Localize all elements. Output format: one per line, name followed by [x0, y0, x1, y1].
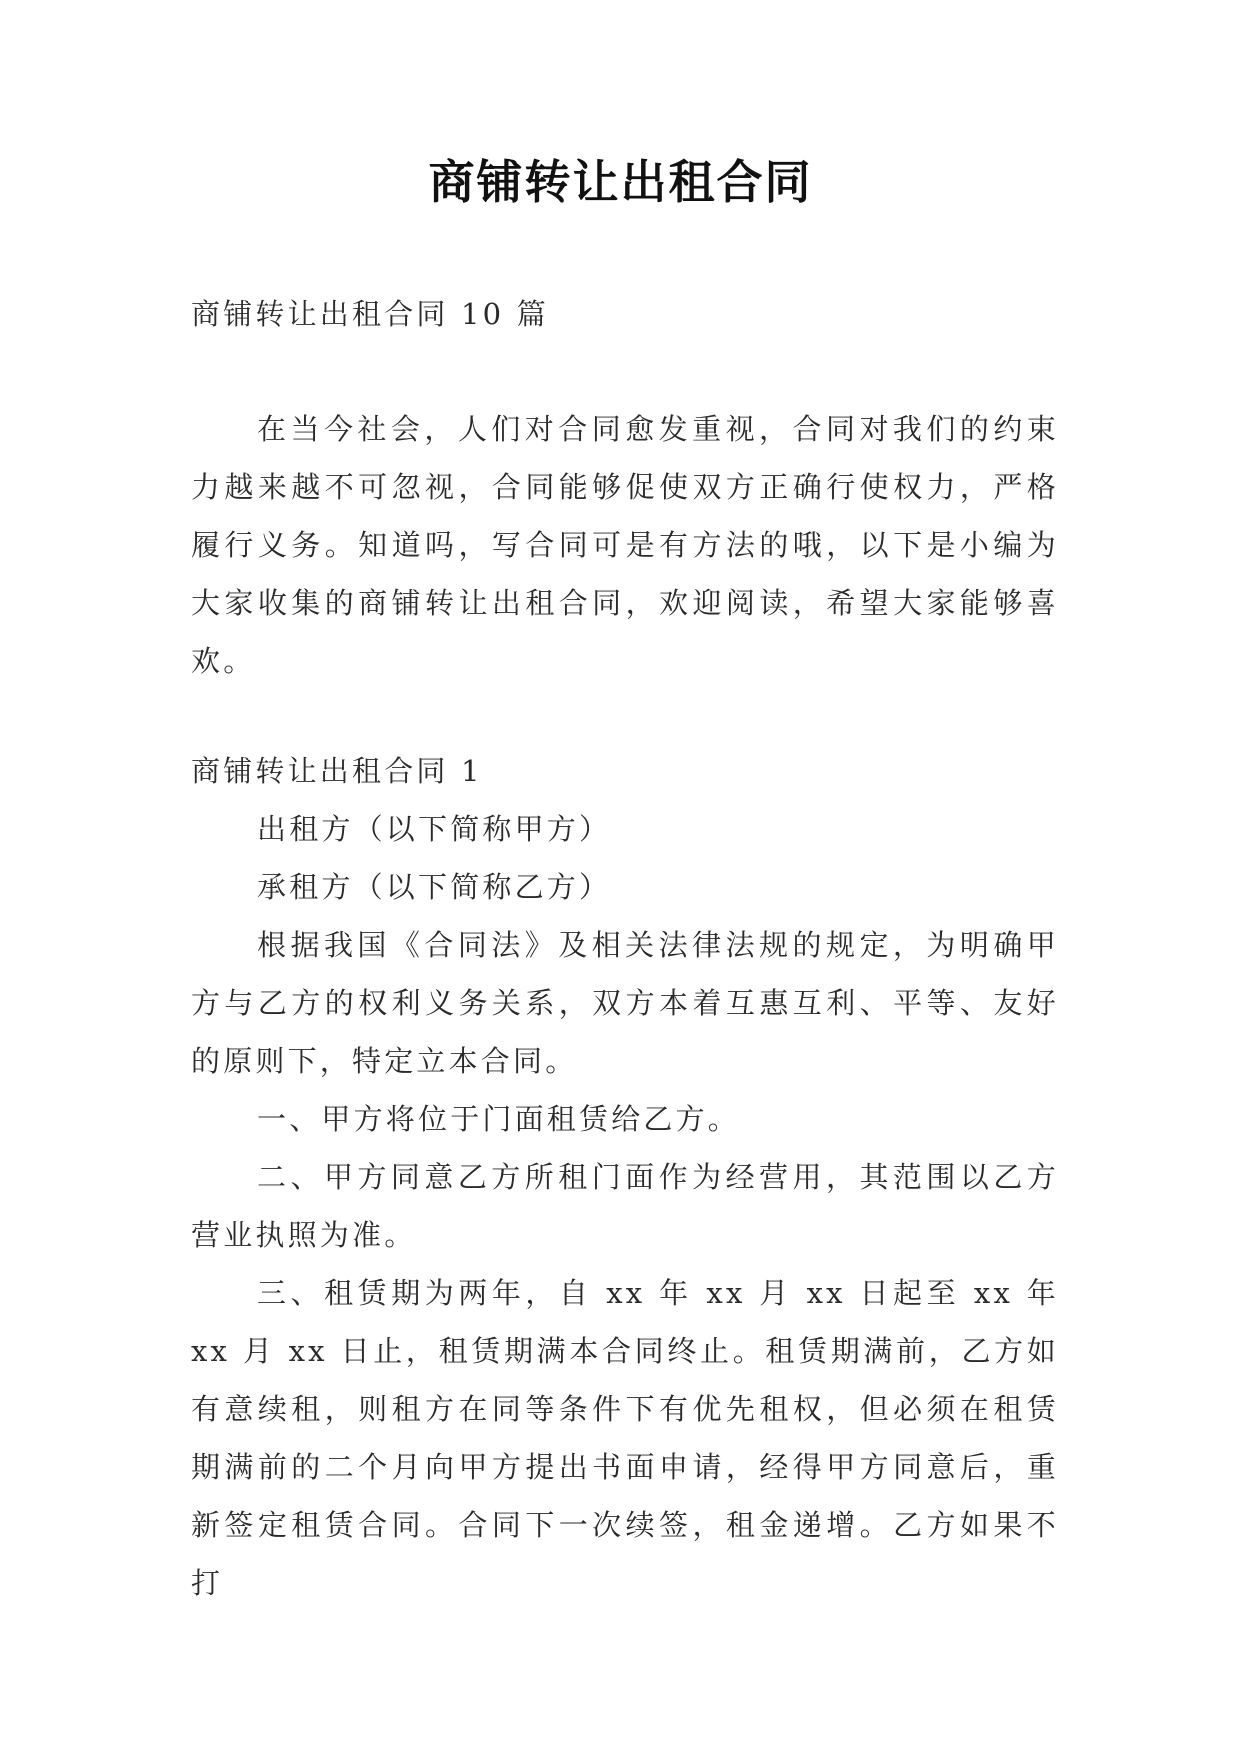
section-heading: 商铺转让出租合同 1	[191, 754, 483, 788]
document-body	[191, 285, 1059, 1612]
document-subtitle: 商铺转让出租合同 10 篇	[191, 297, 549, 331]
clause-3: 三、租赁期为两年，自 xx 年 xx 月 xx 日起至 xx 年 xx 月 xx 日止，租赁期满本合同终止。租赁期满前，乙方如有意续租，则租方在同等条件下有优先租权，但必须在租赁期满前的二个月向甲方提出书面申请，经得甲方同意后，重新签定租赁合同。合同下一次续签，租金递增。乙方如果不打	[191, 1276, 1059, 1600]
intro-paragraph: 在当今社会，人们对合同愈发重视，合同对我们的约束力越来越不可忽视，合同能够促使双方正确行使权力，严格履行义务。知道吗，写合同可是有方法的哦，以下是小编为大家收集的商铺转让出租合同，欢迎阅读，希望大家能够喜欢。	[191, 412, 1059, 678]
preamble-paragraph: 根据我国《合同法》及相关法律法规的规定，为明确甲方与乙方的权利义务关系，双方本着互惠互利、平等、友好的原则下，特定立本合同。	[191, 928, 1059, 1078]
clause-2: 二、甲方同意乙方所租门面作为经营用，其范围以乙方营业执照为准。	[191, 1160, 1059, 1252]
lessor-line: 出租方（以下简称甲方）	[257, 812, 612, 846]
document-title: 商铺转让出租合同	[428, 155, 813, 209]
lessee-line: 承租方（以下简称乙方）	[257, 870, 612, 904]
clause-1: 一、甲方将位于门面租赁给乙方。	[257, 1102, 741, 1136]
